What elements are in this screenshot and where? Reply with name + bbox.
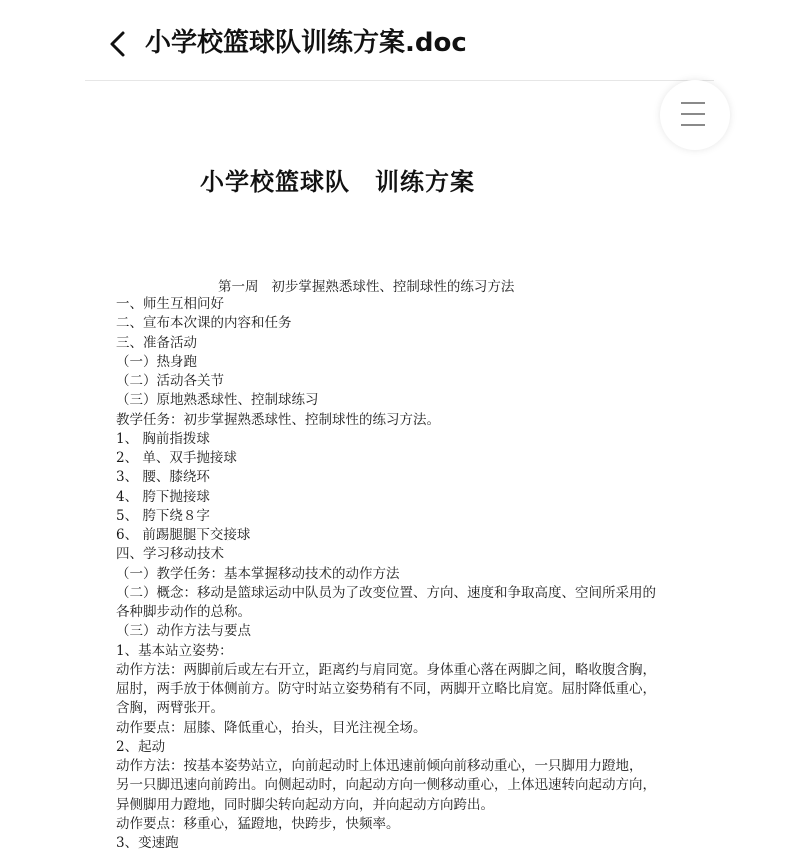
top-navigation-bar <box>85 0 714 81</box>
document-line: 1、 胸前指拨球 <box>116 430 210 447</box>
document-line: 动作要点：移重心，猛蹬地，快跨步，快频率。 <box>116 815 400 832</box>
document-line: 2、起动 <box>116 738 166 755</box>
week-heading: 第一周 初步掌握熟悉球性、控制球性的练习方法 <box>218 279 515 295</box>
document-line: 1、基本站立姿势： <box>116 642 233 659</box>
document-line: 动作要点：屈膝、降低重心，抬头，目光注视全场。 <box>116 719 427 736</box>
back-arrow-icon[interactable] <box>105 30 133 58</box>
document-line: 动作方法：按基本姿势站立，向前起动时上体迅速前倾向前移动重心，一只脚用力蹬地， <box>116 758 643 774</box>
document-line: （三）原地熟悉球性、控制球练习 <box>116 392 319 409</box>
document-body <box>116 295 716 853</box>
document-line: 各种脚步动作的总称。 <box>116 604 251 620</box>
document-line: 3、变速跑 <box>116 835 179 851</box>
document-line: 一、师生互相问好 <box>116 296 224 312</box>
document-line: 另一只脚迅速向前跨出。向侧起动时，向起动方向一侧移动重心，上体迅速转向起动方向， <box>116 777 656 794</box>
document-line: 3、 腰、膝绕环 <box>116 469 210 486</box>
document-line: 二、宣布本次课的内容和任务 <box>116 315 292 332</box>
document-line: 2、 单、双手抛接球 <box>116 450 237 466</box>
document-line: （一）热身跑 <box>116 353 197 370</box>
document-line: 6、 前踢腿腿下交接球 <box>116 527 251 543</box>
document-line: 教学任务：初步掌握熟悉球性、控制球性的练习方法。 <box>116 411 440 428</box>
document-line: 动作方法：两脚前后或左右开立，距离约与肩同宽。身体重心落在两脚之间，略收腹含胸， <box>116 661 656 678</box>
document-line: （二）概念：移动是篮球运动中队员为了改变位置、方向、速度和争取高度、空间所采用的 <box>116 584 656 601</box>
document-line: （二）活动各关节 <box>116 373 224 389</box>
document-main-heading: 小学校篮球队 训练方案 <box>200 168 475 196</box>
document-line: 5、 胯下绕８字 <box>116 507 210 524</box>
document-line: 屈肘，两手放于体侧前方。防守时站立姿势稍有不同，两脚开立略比肩宽。屈肘降低重心， <box>116 681 656 697</box>
document-line: 含胸，两臂张开。 <box>116 700 224 717</box>
document-title: 小学校篮球队训练方案.doc <box>145 28 467 58</box>
document-line: 异侧脚用力蹬地，同时脚尖转向起动方向，并向起动方向跨出。 <box>116 796 494 813</box>
document-line: 四、学习移动技术 <box>116 546 224 563</box>
document-line: 三、准备活动 <box>116 334 197 351</box>
menu-button[interactable] <box>660 80 730 150</box>
document-line: （一）教学任务：基本掌握移动技术的动作方法 <box>116 565 400 582</box>
document-line: （三）动作方法与要点 <box>116 623 251 640</box>
document-line: 4、 胯下抛接球 <box>116 488 210 505</box>
